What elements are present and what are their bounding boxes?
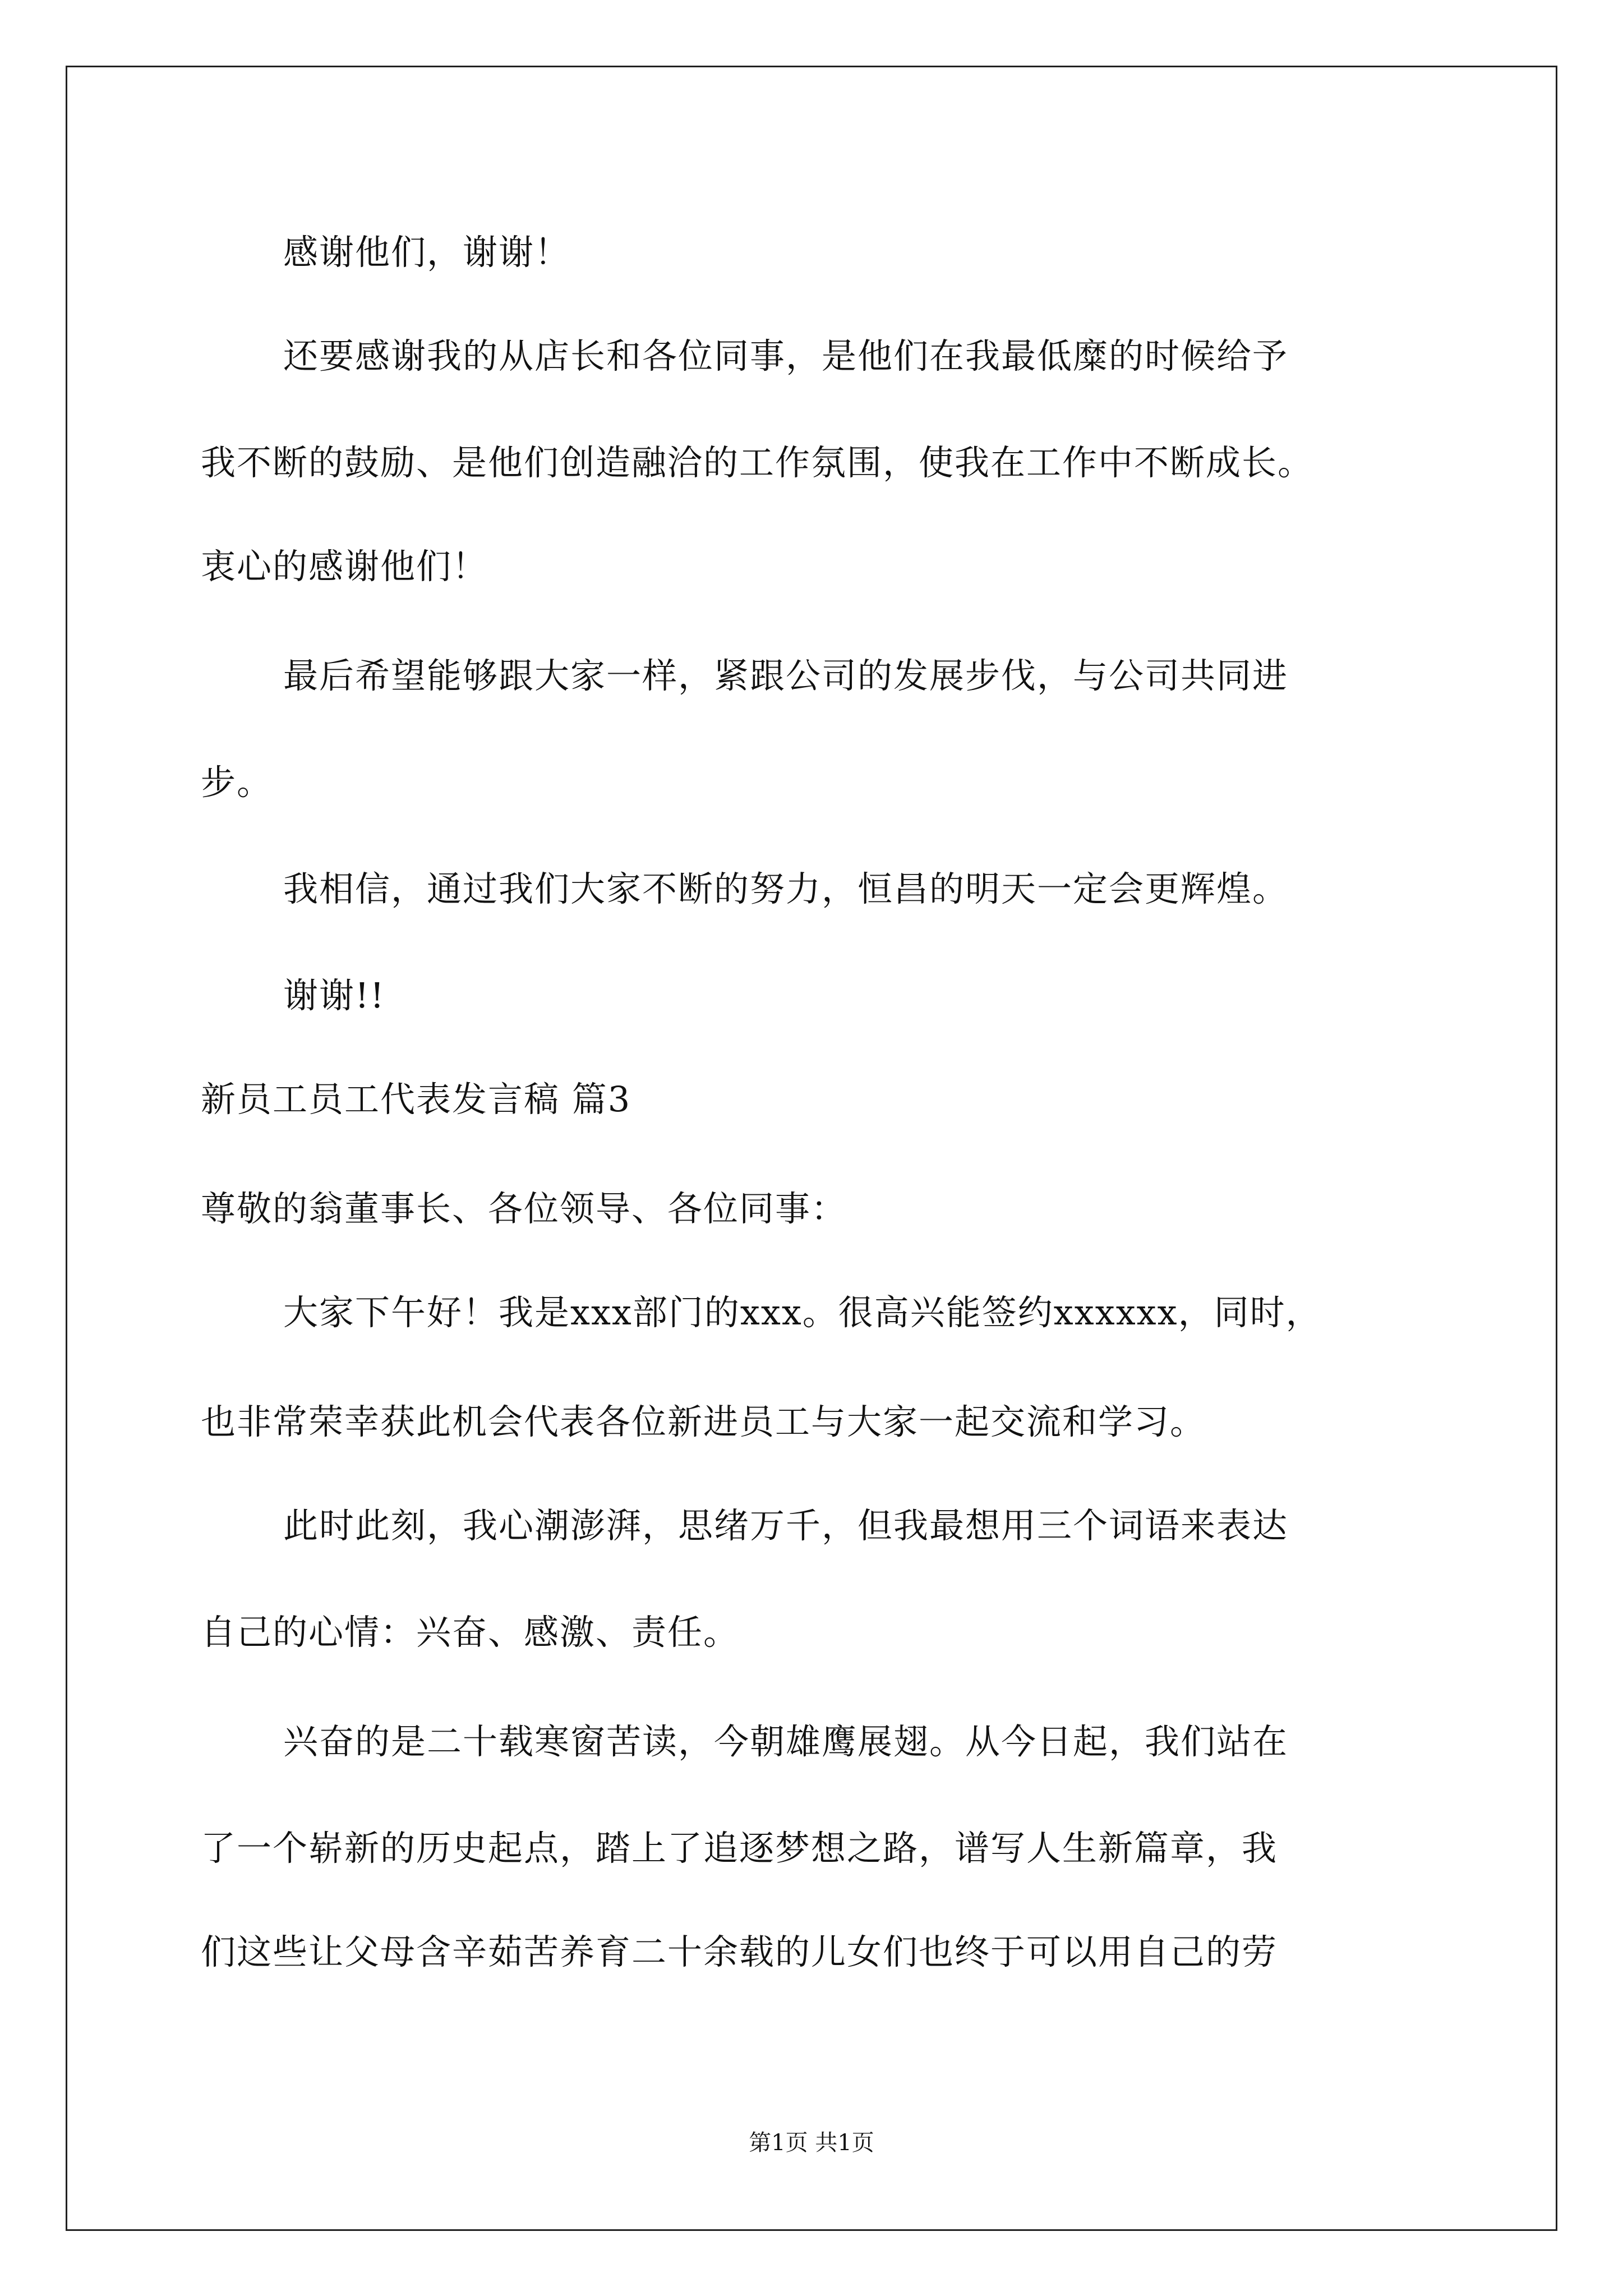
paragraph-line: 谢谢!!: [283, 975, 385, 1016]
salutation: 尊敬的翁董事长、各位领导、各位同事：: [201, 1188, 847, 1229]
paragraph-line: 自己的心情：兴奋、感激、责任。: [201, 1612, 740, 1653]
paragraph-line: 步。: [201, 762, 273, 803]
paragraph-line: 感谢他们，谢谢！: [283, 232, 571, 273]
paragraph-line: 我不断的鼓励、是他们创造融洽的工作氛围，使我在工作中不断成长。: [201, 442, 1314, 483]
paragraph-line: 兴奋的是二十载寒窗苦读，今朝雄鹰展翅。从今日起，我们站在: [283, 1721, 1289, 1762]
section-heading: 新员工员工代表发言稿 篇3: [201, 1079, 631, 1120]
paragraph-line: 最后希望能够跟大家一样，紧跟公司的发展步伐，与公司共同进: [283, 655, 1289, 696]
paragraph-line: 也非常荣幸获此机会代表各位新进员工与大家一起交流和学习。: [201, 1401, 1206, 1442]
paragraph-line: 们这些让父母含辛茹苦养育二十余载的儿女们也终于可以用自己的劳: [201, 1931, 1278, 1972]
paragraph-line: 衷心的感谢他们！: [201, 546, 488, 587]
page-footer: 第1页 共1页: [749, 2130, 874, 2156]
paragraph-line: 大家下午好！我是xxx部门的xxx。很高兴能签约xxxxxx，同时，: [283, 1292, 1322, 1333]
paragraph-line: 我相信，通过我们大家不断的努力，恒昌的明天一定会更辉煌。: [283, 868, 1289, 909]
paragraph-line: 了一个崭新的历史起点，踏上了追逐梦想之路，谱写人生新篇章，我: [201, 1828, 1278, 1869]
paragraph-line: 还要感谢我的从店长和各位同事，是他们在我最低糜的时候给予: [283, 335, 1289, 376]
page-border: [66, 66, 1557, 2231]
paragraph-line: 此时此刻，我心潮澎湃，思绪万千，但我最想用三个词语来表达: [283, 1505, 1289, 1546]
